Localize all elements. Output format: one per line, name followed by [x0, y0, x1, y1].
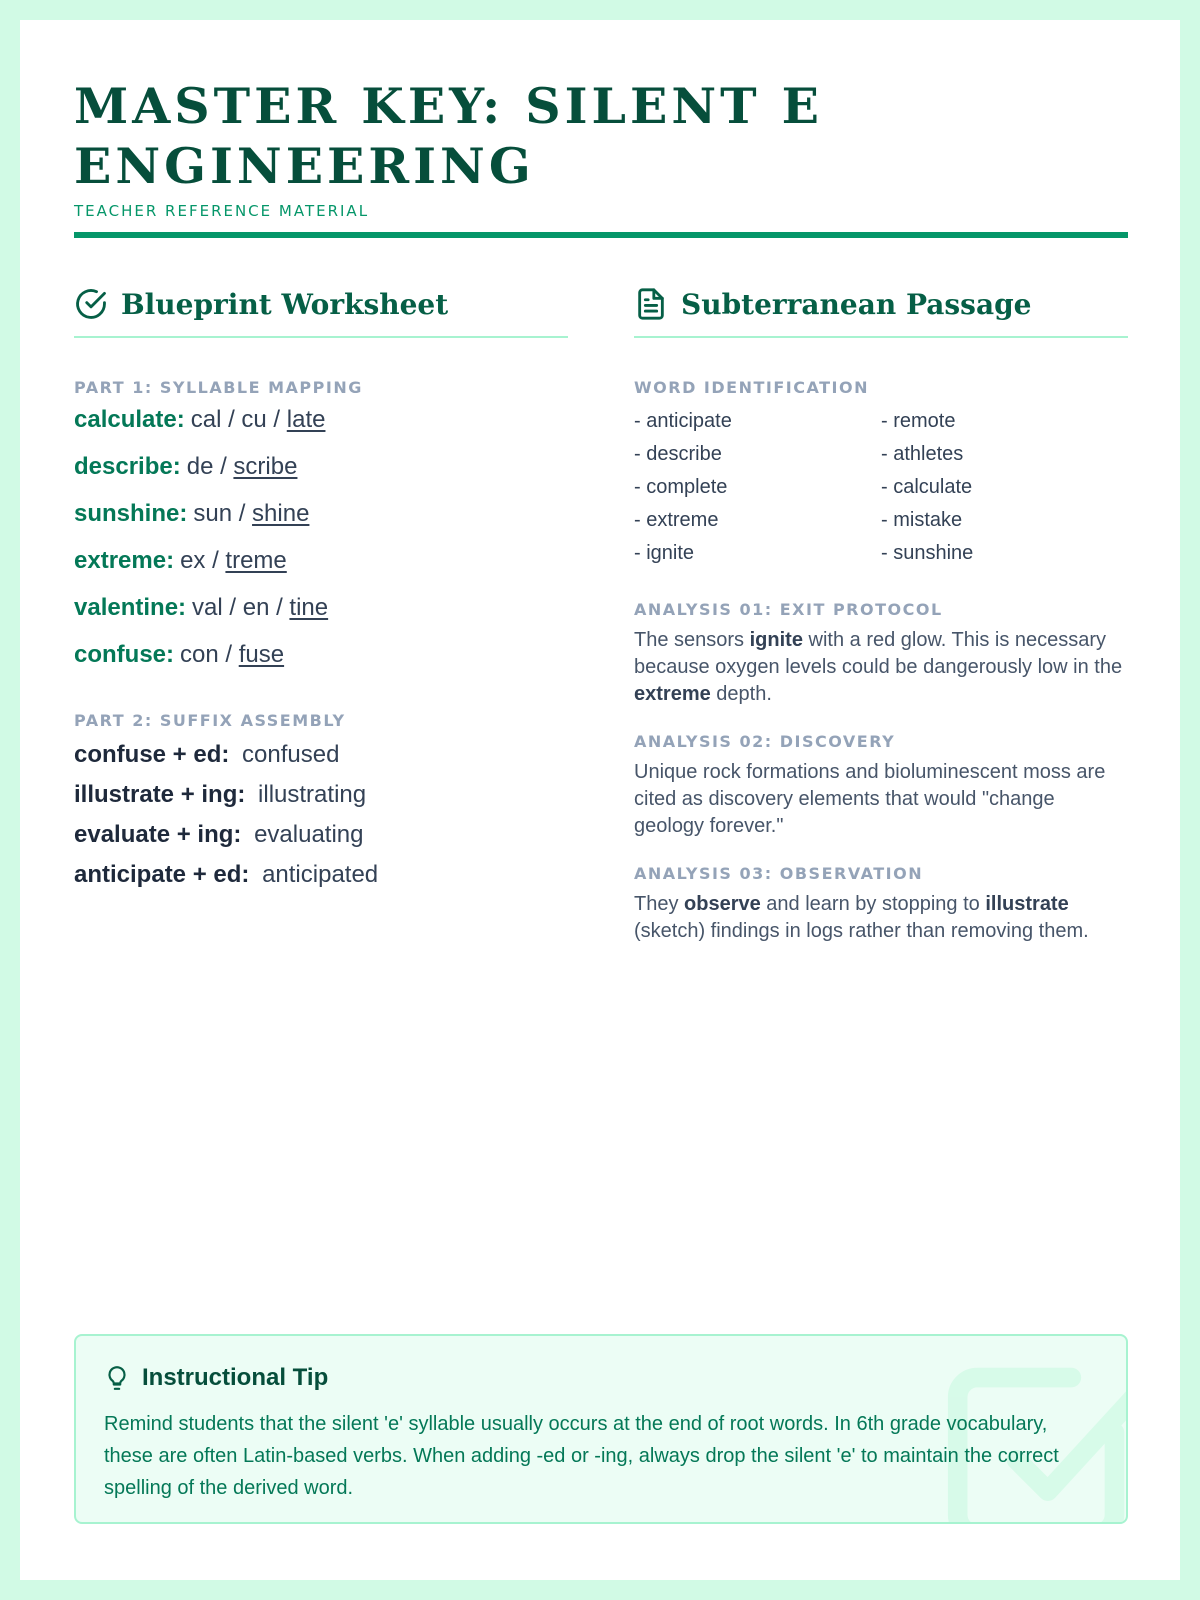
document-icon — [634, 287, 668, 321]
word-item: - extreme — [634, 509, 719, 531]
suffix-list — [74, 740, 568, 900]
analysis-text: They observe and learn by stopping to illustrate (sketch) findings in logs rather than removing them. — [634, 893, 1089, 942]
word-item: - ignite — [634, 542, 695, 564]
blueprint-worksheet-header — [74, 282, 568, 338]
syllable-split: con / — [180, 641, 233, 668]
syllable-stressed: fuse — [238, 641, 285, 668]
analysis-text: The sensors ignite with a red glow. This is necessary because oxygen levels could be dangerously low in the extreme depth. — [634, 629, 1123, 705]
syllable-word: calculate: — [74, 406, 185, 433]
syllable-word: sunshine: — [74, 500, 188, 527]
suffix-result: confused — [242, 741, 340, 768]
check-circle-icon — [74, 287, 108, 321]
syllable-word: extreme: — [74, 547, 175, 574]
page-title: MASTER KEY: SILENT E ENGINEERING — [74, 77, 824, 195]
suffix-row — [74, 780, 568, 820]
syllable-word: describe: — [74, 453, 181, 480]
analysis-discovery — [634, 732, 1128, 840]
syllable-stressed: tine — [289, 594, 329, 621]
header-divider — [74, 232, 1128, 238]
tip-header — [104, 1364, 328, 1392]
suffix-assembly-label: PART 2: SUFFIX ASSEMBLY — [74, 711, 346, 730]
instructional-tip-box — [74, 1334, 1128, 1524]
syllable-row — [74, 405, 568, 452]
suffix-result: anticipated — [262, 861, 379, 888]
syllable-split: cal / cu / — [190, 406, 281, 433]
page-subtitle: TEACHER REFERENCE MATERIAL — [74, 202, 370, 220]
tip-text: Remind students that the silent 'e' syllable usually occurs at the end of root words. In 6th grade vocabulary, these are often Latin-based verbs. When adding -ed or -ing, always drop the silent 'e' to maintain the correct spelling of the derived word. — [104, 1413, 1059, 1499]
syllable-row — [74, 593, 568, 640]
suffix-row — [74, 740, 568, 780]
suffix-equation: confuse + ed: — [74, 741, 230, 768]
lightbulb-icon — [104, 1365, 130, 1391]
syllable-row — [74, 640, 568, 687]
syllable-word: confuse: — [74, 641, 175, 668]
tip-title: Instructional Tip — [142, 1364, 329, 1391]
syllable-split: ex / — [180, 547, 219, 574]
syllable-row — [74, 546, 568, 593]
subterranean-passage-header — [634, 282, 1128, 338]
analysis-text: Unique rock formations and bioluminescent moss are cited as discovery elements that would "change geology forever." — [634, 761, 1106, 837]
syllable-stressed: shine — [252, 500, 310, 527]
syllable-stressed: scribe — [233, 453, 298, 480]
syllable-split: de / — [186, 453, 227, 480]
word-identification-label: WORD IDENTIFICATION — [634, 378, 869, 397]
analysis-label: ANALYSIS 03: OBSERVATION — [634, 864, 924, 883]
subterranean-passage-title: Subterranean Passage — [681, 287, 1032, 321]
word-item: - complete — [634, 476, 728, 498]
suffix-result: evaluating — [254, 821, 364, 848]
analysis-label: ANALYSIS 02: DISCOVERY — [634, 732, 896, 751]
word-item: - calculate — [881, 476, 973, 498]
suffix-equation: anticipate + ed: — [74, 861, 250, 888]
suffix-row — [74, 860, 568, 900]
syllable-stressed: treme — [225, 547, 287, 574]
word-item: - remote — [881, 410, 956, 432]
analysis-exit-protocol — [634, 600, 1128, 708]
blueprint-worksheet-column — [74, 282, 568, 900]
word-grid — [634, 405, 1128, 570]
syllable-word: valentine: — [74, 594, 187, 621]
suffix-result: illustrating — [258, 781, 367, 808]
syllable-split: sun / — [193, 500, 246, 527]
page — [20, 20, 1180, 1580]
word-item: - sunshine — [881, 542, 974, 564]
analysis-observation — [634, 864, 1128, 945]
suffix-row — [74, 820, 568, 860]
syllable-row — [74, 499, 568, 546]
analysis-label: ANALYSIS 01: EXIT PROTOCOL — [634, 600, 943, 619]
word-item: - anticipate — [634, 410, 732, 432]
syllable-stressed: late — [286, 406, 326, 433]
syllable-split: val / en / — [192, 594, 283, 621]
word-item: - athletes — [881, 443, 964, 465]
page-header — [74, 76, 1128, 220]
blueprint-worksheet-title: Blueprint Worksheet — [121, 287, 449, 321]
word-item: - mistake — [881, 509, 963, 531]
suffix-equation: evaluate + ing: — [74, 821, 242, 848]
syllable-row — [74, 452, 568, 499]
syllable-mapping-label: PART 1: SYLLABLE MAPPING — [74, 378, 363, 397]
word-column-2 — [881, 405, 1128, 570]
suffix-equation: illustrate + ing: — [74, 781, 246, 808]
syllable-list — [74, 405, 568, 687]
word-column-1 — [634, 405, 881, 570]
subterranean-passage-column — [634, 282, 1128, 945]
word-item: - describe — [634, 443, 722, 465]
